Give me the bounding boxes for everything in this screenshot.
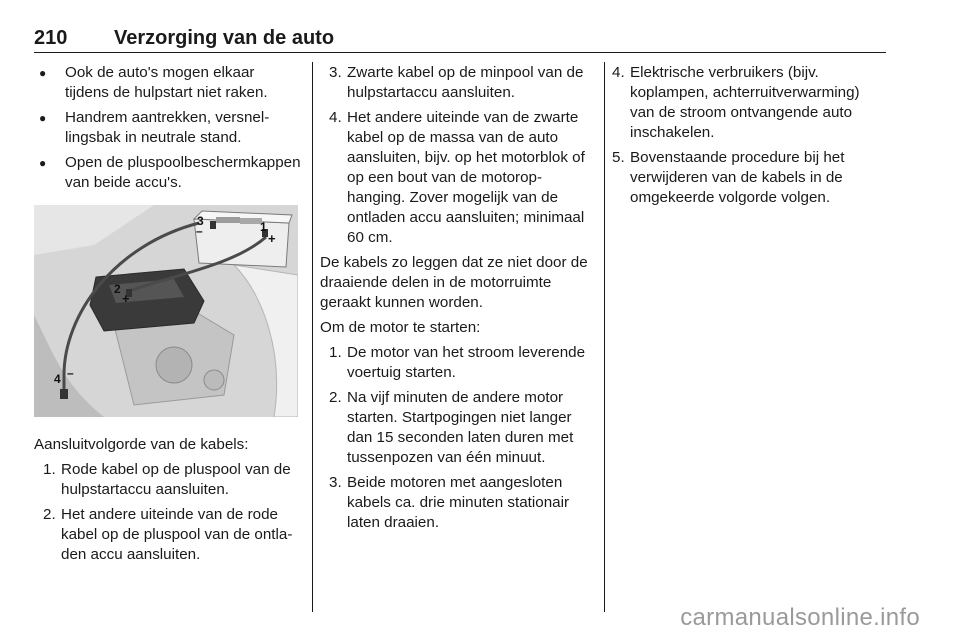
list-item: 4. Elektrische verbruikers (bijv. koplampen, achterruitverwarming) van de stroom ontvangende auto inschakelen. <box>612 64 860 141</box>
column-divider <box>604 62 605 612</box>
svg-text:+: + <box>268 231 276 246</box>
jump-start-figure <box>34 205 298 417</box>
column-3 <box>612 63 884 213</box>
callout-3: 3 <box>197 214 204 228</box>
list-item: 1. Rode kabel op de pluspool van de hulpstartaccu aansluiten. <box>43 461 291 498</box>
step-list <box>320 63 592 248</box>
list-item: 3. Beide motoren met aangesloten kabels ca. drie minuten stationair laten draaien. <box>329 474 570 531</box>
list-item: 1. De motor van het stroom leverende voertuig starten. <box>329 344 586 381</box>
svg-text:–: – <box>196 224 203 238</box>
paragraph: Om de motor te starten: <box>320 319 481 336</box>
page-title: Verzorging van de auto <box>114 27 335 49</box>
list-item: 5. Bovenstaande procedure bij het verwijderen van de kabels in de omgekeerde volgorde volgen. <box>612 149 845 206</box>
watermark: carmanualsonline.info <box>680 604 920 631</box>
list-item: ● Open de pluspoolbeschermkappen van beide accu's. <box>34 153 302 193</box>
column-2 <box>320 63 592 538</box>
list-item: ● Ook de auto's mogen elkaar tijdens de hulpstart niet raken. <box>34 63 302 103</box>
callout-2: 2 <box>114 282 121 296</box>
callout-1: 1 <box>260 220 267 234</box>
step-list <box>320 343 592 533</box>
bullet-list <box>34 63 302 193</box>
page-header <box>34 26 886 53</box>
callout-4: 4 <box>54 372 61 386</box>
page-number: 210 <box>34 27 68 49</box>
figure-caption: Aansluitvolgorde van de kabels: <box>34 436 249 453</box>
step-list <box>612 63 884 208</box>
engine-bay-illustration <box>34 205 298 417</box>
svg-text:–: – <box>67 366 74 380</box>
list-item: ● Handrem aantrekken, versnellingsbak in neutrale stand. <box>34 108 302 148</box>
list-item: 3. Zwarte kabel op de minpool van de hulpstartaccu aansluiten. <box>329 64 584 101</box>
step-list <box>34 460 302 565</box>
list-item: 2. Na vijf minuten de andere motor starten. Startpogingen niet langer dan 15 seconden laten duren met tussenpozen van één minuut. <box>329 389 574 466</box>
column-divider <box>312 62 313 612</box>
list-item: 2. Het andere uiteinde van de rode kabel op de pluspool van de ontladen accu aansluiten. <box>43 506 293 563</box>
paragraph: De kabels zo leggen dat ze niet door de draaiende delen in de motorruimte geraakt kunnen worden. <box>320 254 588 311</box>
svg-text:+: + <box>122 291 130 306</box>
column-1 <box>34 63 302 570</box>
list-item: 4. Het andere uiteinde van de zwarte kabel op de massa van de auto aansluiten, bijv. op het motorblok of op een bout van de motorophanging. Zover mogelijk van de ontladen accu aansluiten; minimaal 60 cm. <box>329 109 585 246</box>
car-battery-icon <box>194 211 292 267</box>
